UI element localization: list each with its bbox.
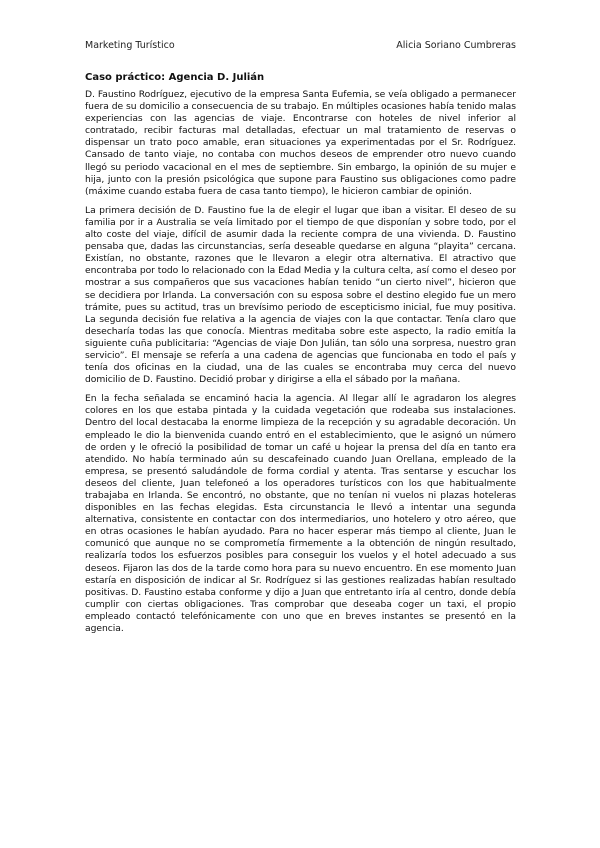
paragraph-1: D. Faustino Rodríguez, ejecutivo de la empresa Santa Eufemia, se veía obligado a permanecer fuera de su domicilio a consecuencia de su trabajo. En múltiples ocasiones había tenido malas experiencias con las agencias de viaje. Encontrarse con hoteles de nivel inferior al contratado, recibir facturas mal detalladas, efectuar un mal tratamiento de reservas o dispensar un trato poco amable, eran situaciones ya experimentadas por el Sr. Rodríguez. Cansado de tanto viaje, no contaba con muchos deseos de emprender otro nuevo cuando llegó su periodo vacacional en el mes de septiembre. Sin embargo, la opinión de su mujer e hija, junto con la presión psicológica que supone para Faustino sus obligaciones como padre (máxime cuando estaba fuera de casa tanto tiempo), le hicieron cambiar de opinión. [85, 89, 516, 197]
header-course-title: Marketing Turístico [85, 40, 175, 51]
header-author: Alicia Soriano Cumbreras [396, 40, 516, 51]
paragraph-3: En la fecha señalada se encaminó hacia la agencia. Al llegar allí le agradaron los alegres colores en los que estaba pintada y la cuidada vegetación que rodeaba sus instalaciones. Dentro del local destacaba la enorme limpieza de la recepción y su agradable decoración. Un empleado le dio la bienvenida cuando entró en el establecimiento, que le asignó un número de orden y le ofreció la posibilidad de tomar un café u hojear la prensa del día en tanto era atendido. No había terminado aún su descafeinado cuando Juan Orellana, empleado de la empresa, se presentó saludándole de forma cordial y atenta. Tras sentarse y escuchar los deseos del cliente, Juan telefoneó a los operadores turísticos con los que habitualmente trabajaba en Irlanda. Se encontró, no obstante, que no tenían ni vuelos ni plazas hoteleras disponibles en las fechas elegidas. Esta circunstancia le llevó a intentar una segunda alternativa, consistente en contactar con dos intermediarios, uno hotelero y otro aéreo, que en otras ocasiones le habían ayudado. Para no hacer esperar más tiempo al cliente, Juan le comunicó que aunque no se comprometía firmemente a la obtención de ningún resultado, realizaría todos los esfuerzos posibles para conseguir los vuelos y el hotel adecuado a sus deseos. Fijaron las dos de la tarde como hora para su nuevo encuentro. En ese momento Juan estaría en disposición de indicar al Sr. Rodríguez si las gestiones realizadas habían resultado positivas. D. Faustino estaba conforme y dijo a Juan que entretanto iría al centro, donde debía cumplir con ciertas obligaciones. Tras comprobar que deseaba coger un taxi, el propio empleado contactó telefónicamente con uno que en breves instantes se presentó en la agencia. [85, 393, 516, 635]
case-study-title: Caso práctico: Agencia D. Julián [85, 72, 265, 83]
document-body [85, 89, 516, 642]
paragraph-2: La primera decisión de D. Faustino fue la de elegir el lugar que iban a visitar. El deseo de su familia por ir a Australia se veía limitado por el tiempo de que disponían y sobre todo, por el alto coste del viaje, difícil de asumir dada la reciente compra de una vivienda. D. Faustino pensaba que, dadas las circunstancias, sería deseable quedarse en alguna “playita” cercana. Existían, no obstante, razones que le llevaron a elegir otra alternativa. El atractivo que encontraba por todo lo relacionado con la Edad Media y la cultura celta, así como el deseo por mostrar a sus compañeros que sus vacaciones habían tenido “un cierto nivel”, hicieron que se decidiera por Irlanda. La conversación con su esposa sobre el destino elegido fue un mero trámite, pues su actitud, tras un brevísimo periodo de escepticismo inicial, fue muy positiva. La segunda decisión fue relativa a la agencia de viajes con la que contactar. Tenía claro que desecharía todas las que conocía. Mientras meditaba sobre este aspecto, la radio emitía la siguiente cuña publicitaria: “Agencias de viaje Don Julián, tan sólo una sorpresa, nuestro gran servicio”. El mensaje se refería a una cadena de agencias que funcionaba en todo el país y tenía dos oficinas en la ciudad, una de las cuales se encontraba muy cerca del nuevo domicilio de D. Faustino. Decidió probar y dirigirse a ella el sábado por la mañana. [85, 204, 516, 386]
page-header [85, 40, 516, 52]
